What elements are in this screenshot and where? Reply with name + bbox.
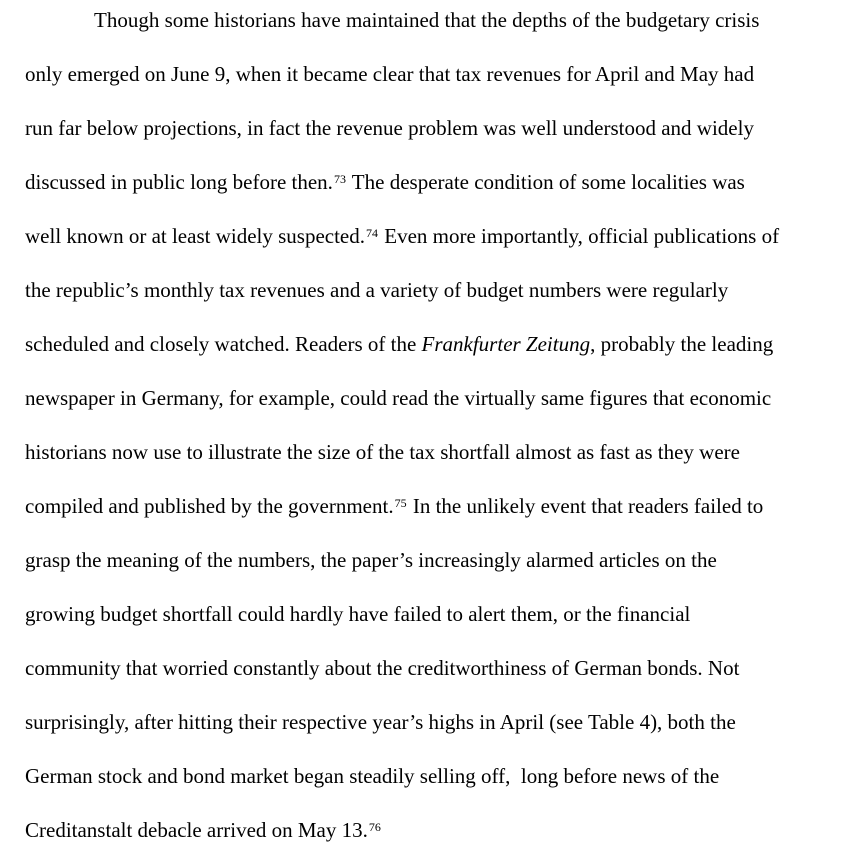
- text-run: German stock and bond market began steadily selling off, long before news of the: [25, 764, 720, 788]
- footnote-ref-74[interactable]: 74: [366, 226, 378, 240]
- text-run: well known or at least widely suspected.: [25, 224, 365, 248]
- text-run: historians now use to illustrate the size of the tax shortfall almost as fast as they were: [25, 440, 740, 464]
- text-line-5: [25, 224, 779, 248]
- text-line-7: [25, 332, 773, 356]
- text-run: Creditanstalt debacle arrived on May 13.: [25, 818, 368, 842]
- text-run: The desperate condition of some localities was: [346, 170, 745, 194]
- text-line-8: [25, 386, 771, 410]
- text-line-4: [25, 170, 745, 194]
- footnote-ref-76[interactable]: 76: [368, 820, 381, 834]
- text-run: compiled and published by the government.: [25, 494, 394, 518]
- text-run: community that worried constantly about the creditworthiness of German bonds. Not: [25, 656, 740, 680]
- text-line-14: [25, 710, 736, 734]
- text-line-11: [25, 548, 717, 572]
- text-run: Though some historians have maintained that the depths of the budgetary crisis: [94, 8, 760, 32]
- newspaper-title: Frankfurter Zeitung: [421, 332, 591, 356]
- text-run: Even more importantly, official publications of: [379, 224, 780, 248]
- text-line-16: [25, 818, 382, 842]
- footnote-ref-73[interactable]: 73: [333, 172, 346, 186]
- text-line-15: [25, 764, 719, 788]
- text-line-13: [25, 656, 739, 680]
- text-run: surprisingly, after hitting their respective year’s highs in April (see Table 4), both the: [25, 710, 736, 734]
- text-line-6: [25, 278, 728, 302]
- text-run: growing budget shortfall could hardly have failed to alert them, or the financial: [25, 602, 691, 626]
- text-run: , probably the leading: [590, 332, 774, 356]
- footnote-ref-75[interactable]: 75: [394, 496, 407, 510]
- text-run: grasp the meaning of the numbers, the paper’s increasingly alarmed articles on the: [25, 548, 717, 572]
- text-run: run far below projections, in fact the revenue problem was well understood and widely: [25, 116, 754, 140]
- text-run: the republic’s monthly tax revenues and a variety of budget numbers were regularly: [25, 278, 729, 302]
- text-run: discussed in public long before then.: [25, 170, 333, 194]
- text-line-12: [25, 602, 690, 626]
- text-run: In the unlikely event that readers failed to: [407, 494, 764, 518]
- text-line-9: [25, 440, 740, 464]
- text-run: scheduled and closely watched. Readers of the: [25, 332, 422, 356]
- text-line-3: [25, 116, 754, 140]
- text-run: newspaper in Germany, for example, could read the virtually same figures that economic: [25, 386, 772, 410]
- text-line-10: [25, 494, 763, 518]
- text-line-2: [25, 62, 754, 86]
- text-line-1: [94, 8, 759, 32]
- text-run: only emerged on June 9, when it became clear that tax revenues for April and May had: [25, 62, 755, 86]
